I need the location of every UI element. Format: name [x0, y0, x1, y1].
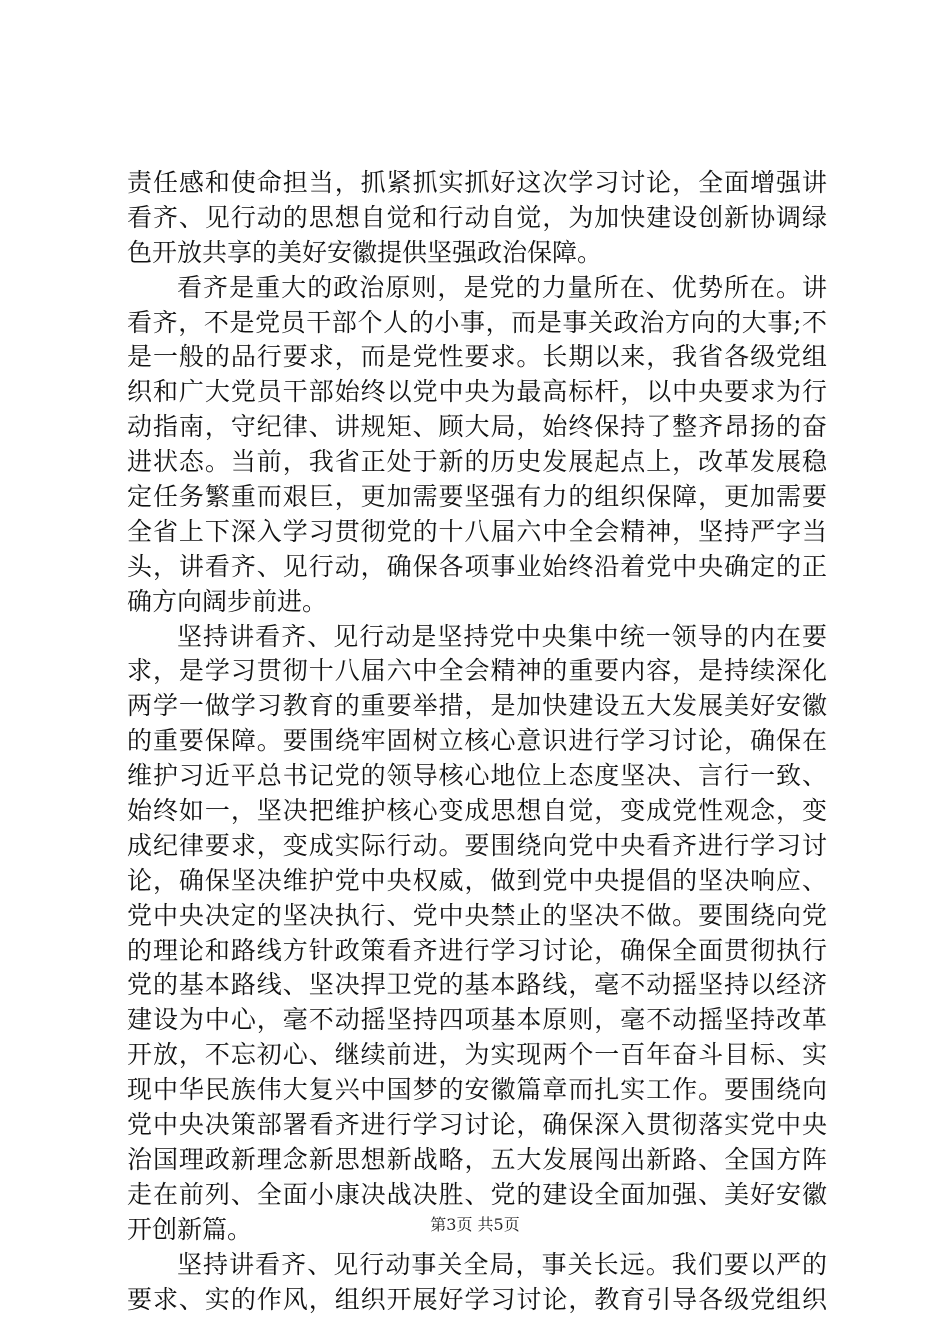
text-line: 始终如一，坚决把维护核心变成思想自觉，变成党性观念，变 — [127, 796, 827, 826]
text-line: 织和广大党员干部始终以党中央为最高标杆，以中央要求为行 — [127, 377, 827, 407]
text-line: 开放，不忘初心、继续前进，为实现两个一百年奋斗目标、实 — [127, 1040, 827, 1070]
text-line: 责任感和使命担当，抓紧抓实抓好这次学习讨论，全面增强讲 — [127, 168, 827, 197]
text-line: 论，确保坚决维护党中央权威，做到党中央提倡的坚决响应、 — [127, 865, 827, 895]
text-line: 坚持讲看齐、见行动事关全局，事关长远。我们要以严的 — [177, 1249, 827, 1279]
text-line: 维护习近平总书记党的领导核心地位上态度坚决、言行一致、 — [127, 761, 827, 791]
text-line: 党中央决定的坚决执行、党中央禁止的坚决不做。要围绕向党 — [127, 900, 827, 930]
text-line: 党的基本路线、坚决捍卫党的基本路线，毫不动摇坚持以经济 — [127, 970, 827, 1000]
page-footer: 第3页 共5页 — [430, 1215, 520, 1234]
text-line: 坚持讲看齐、见行动是坚持党中央集中统一领导的内在要 — [177, 621, 827, 651]
text-line: 看齐，不是党员干部个人的小事，而是事关政治方向的大事;不 — [127, 307, 827, 337]
text-line: 建设为中心，毫不动摇坚持四项基本原则，毫不动摇坚持改革 — [127, 1005, 827, 1035]
text-line: 党中央决策部署看齐进行学习讨论，确保深入贯彻落实党中央 — [127, 1110, 827, 1140]
text-line: 现中华民族伟大复兴中国梦的安徽篇章而扎实工作。要围绕向 — [127, 1075, 827, 1105]
text-line: 两学一做学习教育的重要举措，是加快建设五大发展美好安徽 — [127, 691, 827, 721]
text-line: 看齐是重大的政治原则，是党的力量所在、优势所在。讲 — [177, 272, 827, 302]
text-line: 进状态。当前，我省正处于新的历史发展起点上，改革发展稳 — [127, 447, 827, 477]
text-line: 动指南，守纪律、讲规矩、顾大局，始终保持了整齐昂扬的奋 — [127, 412, 827, 442]
text-line: 的理论和路线方针政策看齐进行学习讨论，确保全面贯彻执行 — [127, 935, 827, 965]
text-line: 头，讲看齐、见行动，确保各项事业始终沿着党中央确定的正 — [127, 551, 827, 581]
text-line: 全省上下深入学习贯彻党的十八届六中全会精神，坚持严字当 — [127, 516, 827, 546]
text-line: 是一般的品行要求，而是党性要求。长期以来，我省各级党组 — [127, 342, 827, 372]
text-line: 要求、实的作风，组织开展好学习讨论，教育引导各级党组织 — [127, 1284, 827, 1314]
text-line: 色开放共享的美好安徽提供坚强政治保障。 — [127, 237, 603, 267]
text-line: 走在前列、全面小康决战决胜、党的建设全面加强、美好安徽 — [127, 1179, 827, 1209]
text-line: 求，是学习贯彻十八届六中全会精神的重要内容，是持续深化 — [127, 656, 827, 686]
text-line: 开创新篇。 — [127, 1214, 253, 1244]
document-body — [127, 166, 827, 1317]
text-line: 看齐、见行动的思想自觉和行动自觉，为加快建设创新协调绿 — [127, 202, 827, 232]
text-line: 定任务繁重而艰巨，更加需要坚强有力的组织保障，更加需要 — [127, 482, 827, 512]
text-line: 确方向阔步前进。 — [127, 586, 328, 616]
text-line: 成纪律要求，变成实际行动。要围绕向党中央看齐进行学习讨 — [127, 830, 827, 860]
text-line: 治国理政新理念新思想新战略，五大发展闯出新路、全国方阵 — [127, 1144, 827, 1174]
text-line: 的重要保障。要围绕牢固树立核心意识进行学习讨论，确保在 — [127, 726, 827, 756]
